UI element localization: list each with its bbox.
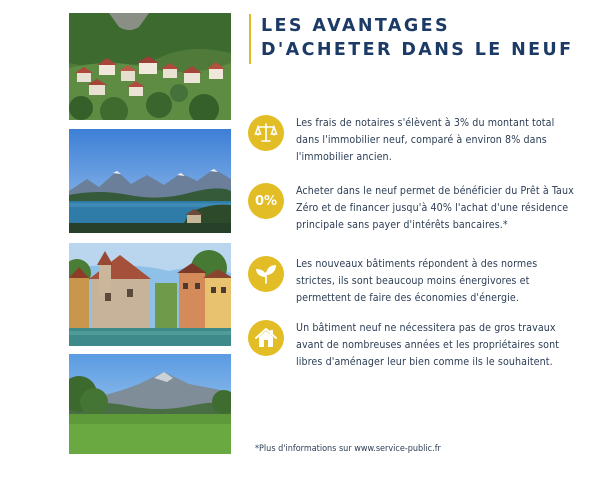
benefit-text: Un bâtiment neuf ne nécessitera pas de gros travaux avant de nombreuses années et les propriétaires sont libres d'aménager leur bien comme ils le souhaitent. [296, 322, 560, 369]
benefit-zero-rate-loan [248, 183, 578, 253]
footnote: *Plus d'informations sur www.service-public.fr [255, 444, 441, 454]
canal-castle-photo [69, 243, 231, 346]
benefit-text: Les frais de notaires s'élèvent à 3% du montant total dans l'immobilier neuf, comparé à environ 8% dans l'immobilier ancien. [296, 117, 555, 164]
benefit-text: Les nouveaux bâtiments répondent à des normes strictes, ils sont beaucoup moins énergivores et permettent de faire des économies d'énergie. [296, 258, 538, 305]
benefit-no-renovation [248, 320, 578, 390]
percent-icon-label: 0% [254, 193, 278, 209]
meadow-mountain-photo [69, 354, 231, 454]
page-title-line-1: LES AVANTAGES [261, 16, 450, 36]
benefit-energy-savings [248, 256, 578, 316]
benefit-text: Acheter dans le neuf permet de bénéficier du Prêt à Taux Zéro et de financer jusqu'à 40% l'achat d'une résidence principale sans payer d'intérêts bancaires.* [296, 185, 574, 232]
benefit-notary-fees [248, 115, 578, 175]
scales-icon [248, 115, 284, 151]
lake-mountains-photo [69, 129, 231, 233]
title-block [249, 14, 574, 64]
house-icon [248, 320, 284, 356]
percent-icon [248, 183, 284, 219]
page-title-line-2: D'ACHETER DANS LE NEUF [261, 40, 574, 60]
village-hillside-photo [69, 13, 231, 120]
leaf-icon [248, 256, 284, 292]
